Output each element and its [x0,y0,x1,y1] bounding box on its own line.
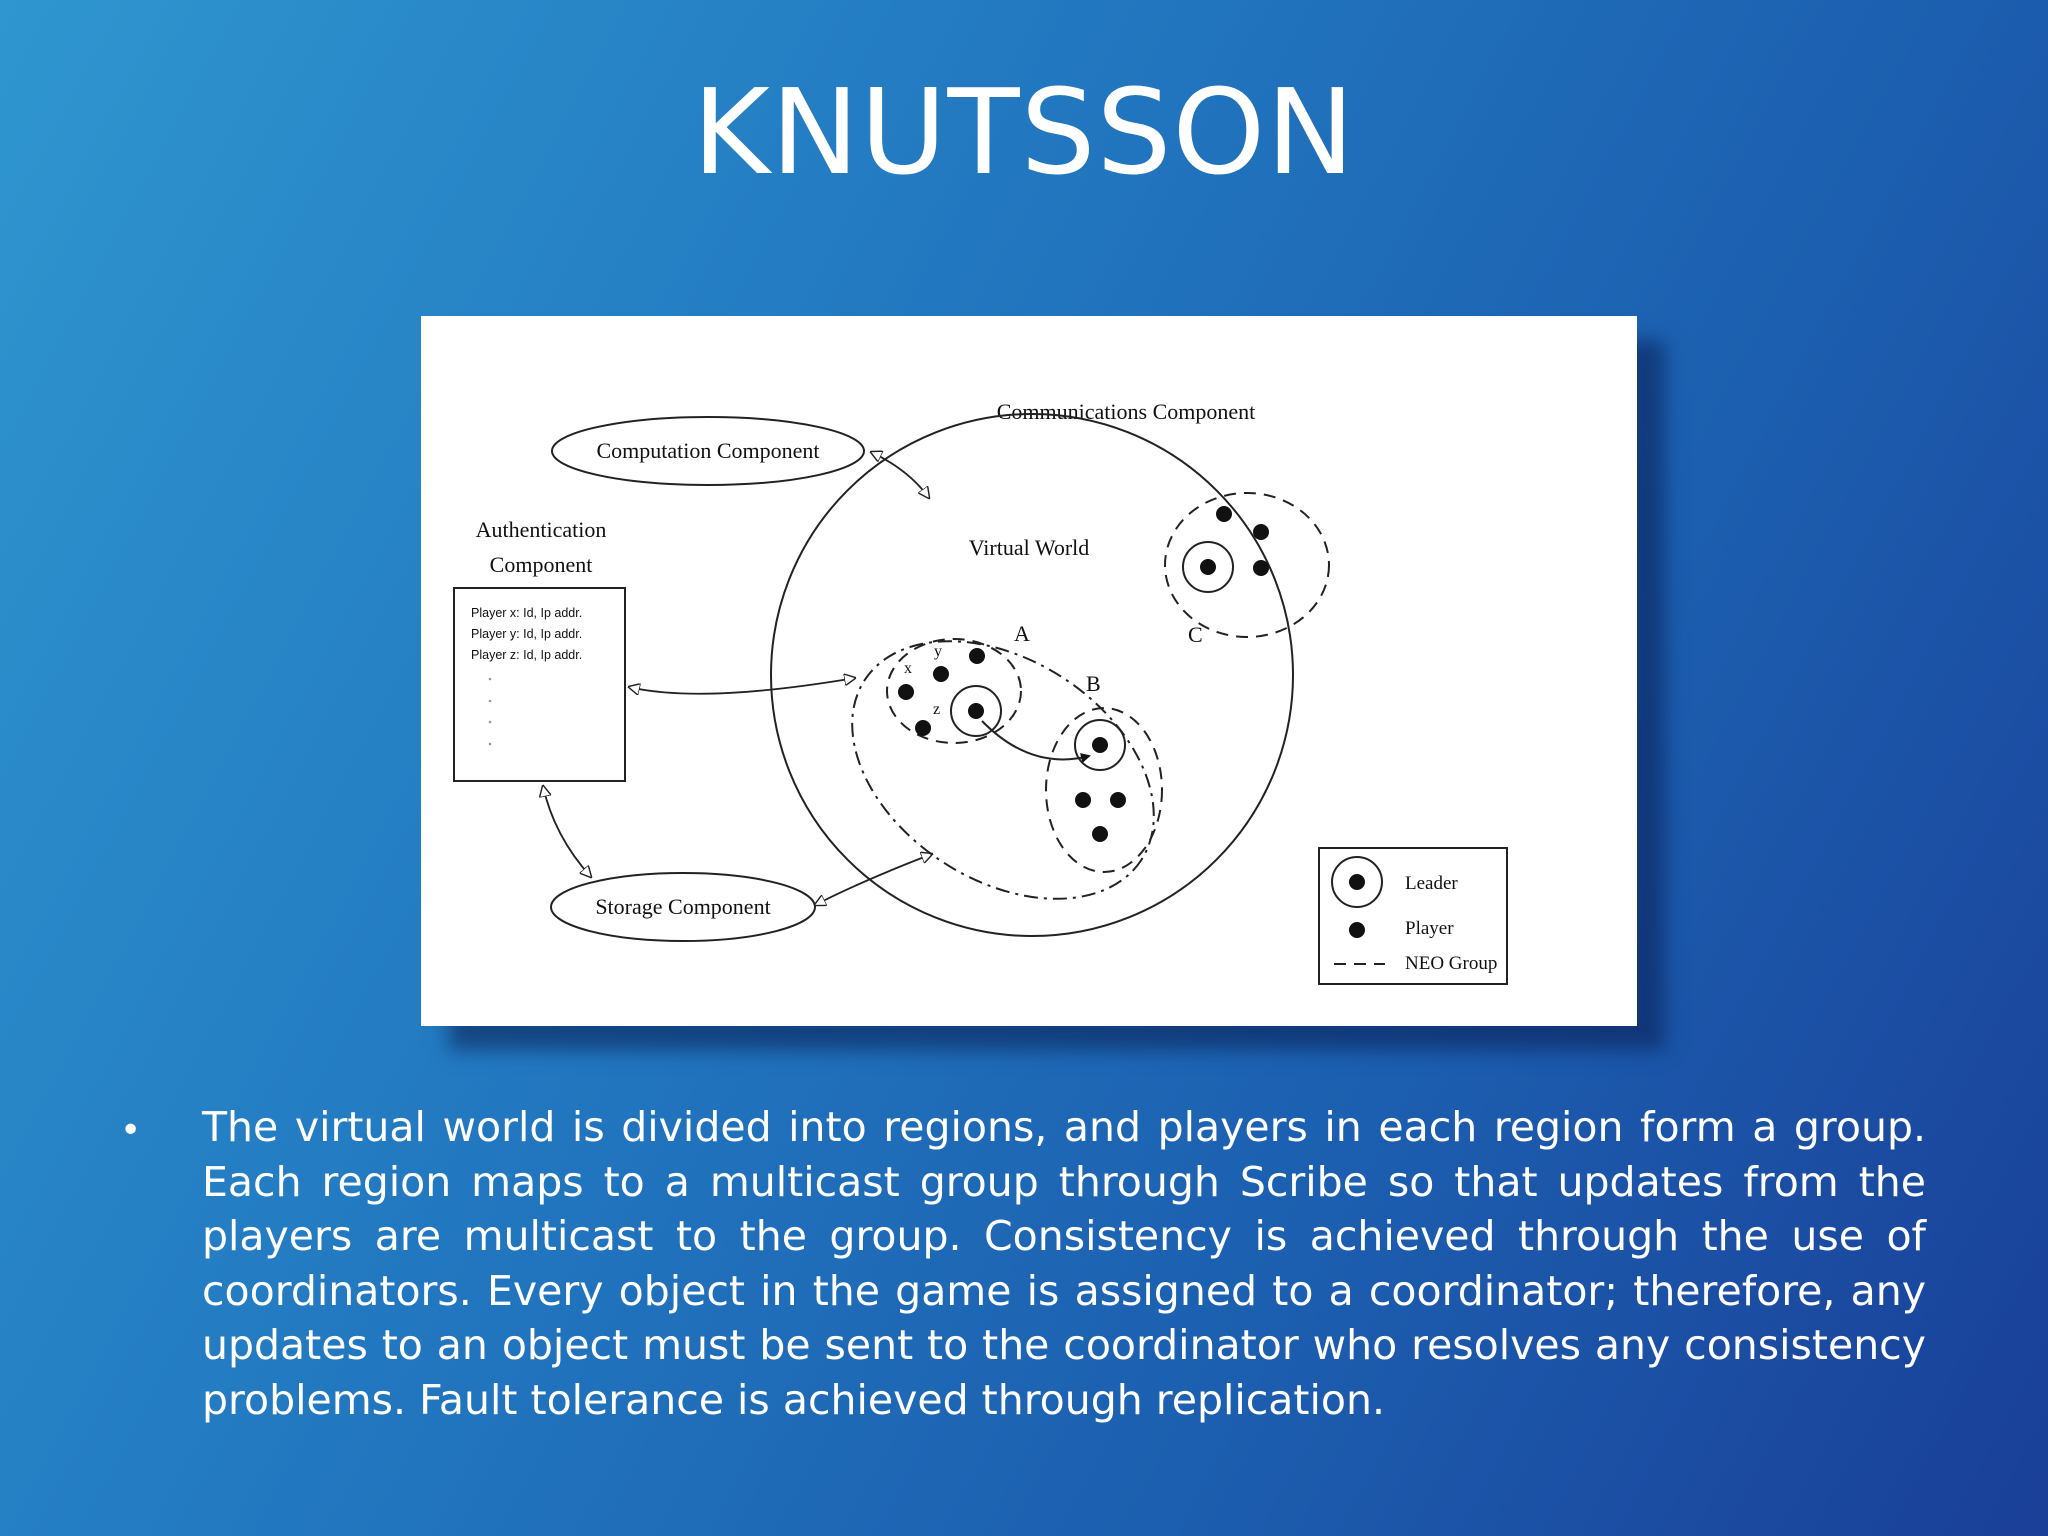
bullet-marker: • [120,1110,142,1151]
neo-group-b [1046,708,1162,872]
slide-title: KNUTSSON [692,63,1356,201]
arrow-authentication-storage [543,786,591,877]
player-y-label: y [934,643,942,660]
leader-a [968,703,984,719]
region-a-label: A [1014,621,1030,646]
player-b-3 [1092,826,1108,842]
player-b-1 [1075,792,1091,808]
architecture-diagram [421,316,1637,1026]
arrow-storage-communications [815,854,932,905]
virtual-world-label: Virtual World [968,535,1090,560]
architecture-diagram-svg [421,316,1637,1026]
legend-neo-group-label: NEO Group [1405,953,1498,974]
auth-entry-x: Player x: Id, Ip addr. [471,606,583,620]
player-b-2 [1110,792,1126,808]
communications-component-circle [771,414,1293,936]
neo-group-c [1165,493,1329,637]
player-x-label: x [904,660,912,677]
arrow-authentication-virtual-world [629,678,855,694]
computation-component-label: Computation Component [596,438,820,463]
region-b-label: B [1086,671,1101,696]
player-c-1 [1216,506,1232,522]
arrow-computation-communications [871,452,929,498]
leader-b [1092,737,1108,753]
authentication-label-line2: Component [489,552,593,577]
player-x [898,684,914,700]
leader-c [1200,559,1216,575]
player-c-2 [1253,524,1269,540]
auth-entry-y: Player y: Id, Ip addr. [471,627,583,641]
legend-leader-label: Leader [1405,873,1458,894]
arrow-leader-a-to-b [982,721,1089,759]
player-c-3 [1253,560,1269,576]
legend-player-icon [1349,922,1365,938]
region-ab-ellipse [805,588,1202,952]
player-a-1 [969,648,985,664]
legend-leader-icon [1349,874,1365,890]
authentication-label-line1: Authentication [475,517,607,542]
player-y [933,666,949,682]
auth-entry-z: Player z: Id, Ip addr. [471,648,583,662]
communications-component-label: Communications Component [996,399,1256,424]
bullet-paragraph: The virtual world is divided into regions, and players in each region form a group. Each region maps to a multicast group through Scribe so that updates from the players are multicast to the group. Consistency is achieved through the use of coordinators. Every object in the game is assigned to a coordinator; therefore, any updates to an object must be sent to the coordinator who resolves any consistency problems. Fault tolerance is achieved through replication. [202,1103,1926,1424]
region-c-label: C [1188,622,1203,647]
legend-player-label: Player [1405,918,1454,939]
storage-component-label: Storage Component [595,894,771,919]
player-z [915,720,931,736]
player-z-label: z [933,701,941,718]
